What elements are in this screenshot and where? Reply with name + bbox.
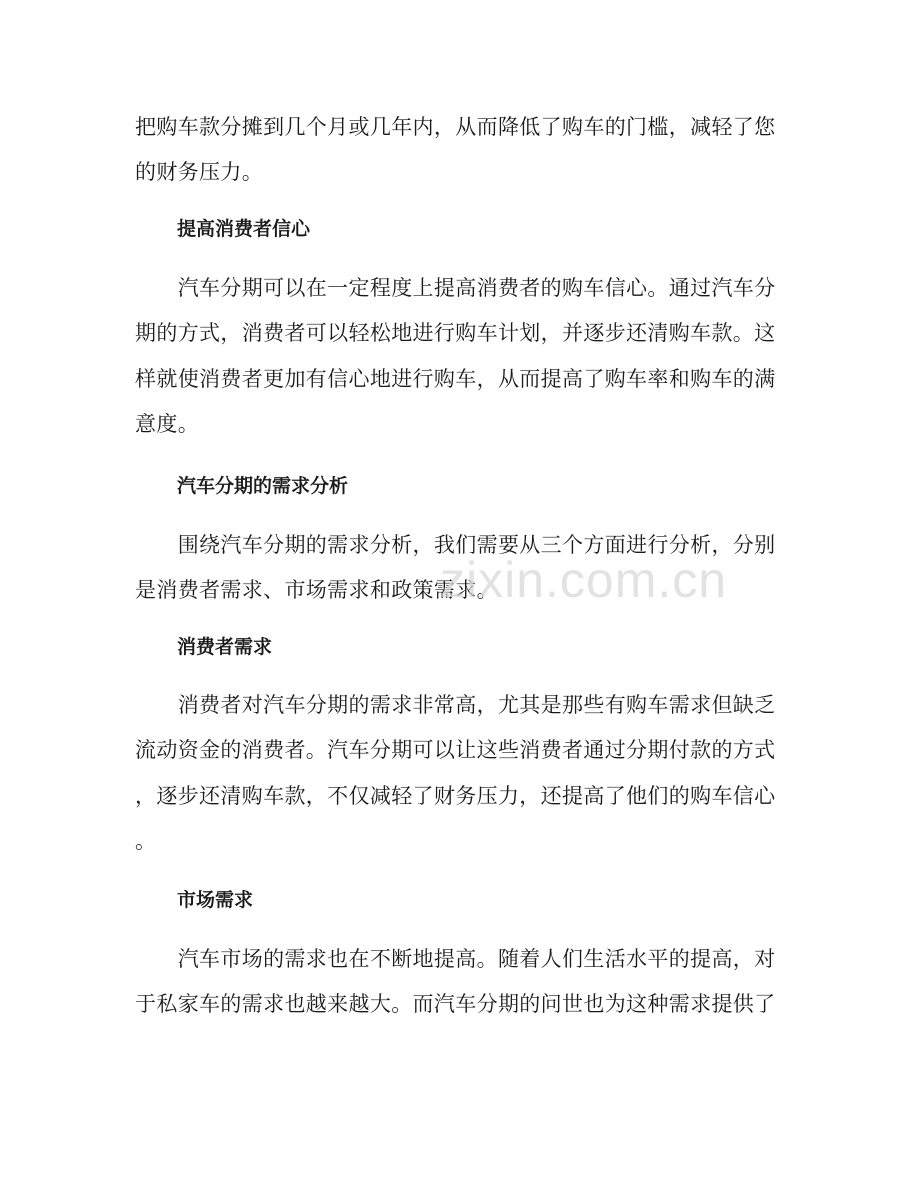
section-heading: 消费者需求 <box>177 636 273 658</box>
paragraph-line: 汽车市场的需求也在不断地提高。随着人们生活水平的提高，对 <box>135 947 776 971</box>
paragraph-line: 把购车款分摊到几个月或几年内，从而降低了购车的门槛，减轻了您 <box>135 115 776 139</box>
paragraph-line: 意度。 <box>135 412 200 436</box>
paragraph-line: ，逐步还清购车款，不仅减轻了财务压力，还提高了他们的购车信心 <box>135 784 776 808</box>
section-heading: 市场需求 <box>177 889 254 911</box>
paragraph-line: 。 <box>135 829 157 853</box>
section-heading: 汽车分期的需求分析 <box>177 475 349 497</box>
paragraph-line: 是消费者需求、市场需求和政策需求。 <box>135 578 498 602</box>
paragraph-line: 于私家车的需求也越来越大。而汽车分期的问世也为这种需求提供了 <box>135 992 776 1016</box>
paragraph-line: 的财务压力。 <box>135 160 264 184</box>
section-heading: 提高消费者信心 <box>177 218 311 240</box>
paragraph-line: 流动资金的消费者。汽车分期可以让这些消费者通过分期付款的方式 <box>135 738 776 762</box>
paragraph-line: 期的方式，消费者可以轻松地进行购车计划，并逐步还清购车款。这 <box>135 321 776 345</box>
paragraph-line: 消费者对汽车分期的需求非常高，尤其是那些有购车需求但缺乏 <box>135 693 776 717</box>
paragraph-line: 汽车分期可以在一定程度上提高消费者的购车信心。通过汽车分 <box>135 276 776 300</box>
paragraph-line: 围绕汽车分期的需求分析，我们需要从三个方面进行分析，分别 <box>135 533 776 557</box>
watermark: zixin.com.cn <box>440 552 728 608</box>
paragraph-line: 样就使消费者更加有信心地进行购车，从而提高了购车率和购车的满 <box>135 367 776 391</box>
